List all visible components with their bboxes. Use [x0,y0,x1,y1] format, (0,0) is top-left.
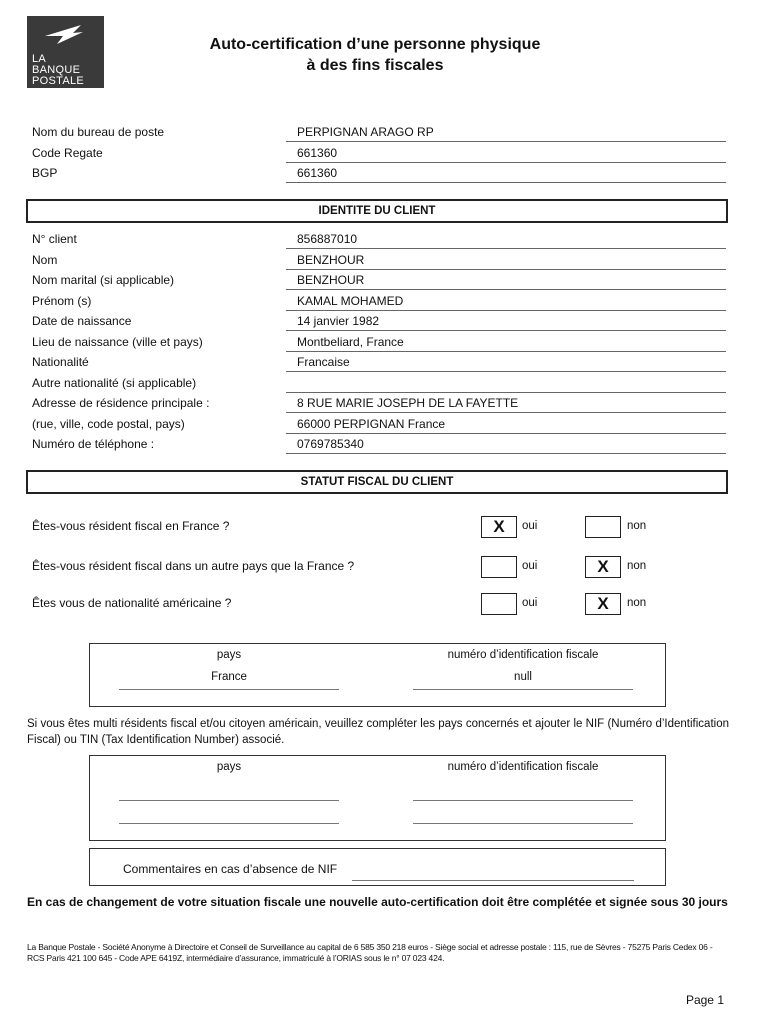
field-line [286,182,726,183]
fiscal-section-heading: STATUT FISCAL DU CLIENT [26,470,728,494]
yes-label: oui [522,560,538,572]
field-line [286,453,726,454]
identity-section-heading: IDENTITE DU CLIENT [26,199,728,223]
page-number: Page 1 [685,993,724,1007]
last-name-value: BENZHOUR [297,253,365,267]
comment-label: Commentaires en cas d’absence de NIF [123,862,338,876]
first-name-label: Prénom (s) [32,294,92,308]
comment-input-line[interactable] [352,880,634,881]
birth-date-value: 14 janvier 1982 [297,314,380,328]
other-nationality-label: Autre nationalité (si applicable) [32,376,197,390]
married-name-label: Nom marital (si applicable) [32,273,175,287]
checkbox-no-q2[interactable]: X [585,556,621,578]
field-line [286,371,726,372]
nif-input-line[interactable] [413,800,633,801]
nationality-value: Francaise [297,355,350,369]
office-label: Nom du bureau de poste [32,125,165,139]
last-name-label: Nom [32,253,58,267]
yes-label: oui [522,597,538,609]
la-banque-postale-logo [27,16,104,88]
field-line [286,141,726,142]
birth-place-value: Montbeliard, France [297,335,404,349]
logo-text: LA BANQUE POSTALE [32,53,85,87]
birth-place-label: Lieu de naissance (ville et pays) [32,335,203,349]
first-name-value: KAMAL MOHAMED [297,294,404,308]
legal-footer: La Banque Postale - Société Anonyme à Directoire et Conseil de Surveillance au capital de 6 585 350 218 euros - Siège social et adresse postale : 115, rue de Sèvres - 75275 Paris Cedex 06 - RCS Paris 421 100 645 - Code APE 6419Z, intermédiaire d’assurance, immatriculé à l’ORIAS sous le n° 07 023 424. [27,942,713,963]
residence-nif-value: null [514,671,532,683]
code-regate-value: 661360 [297,146,338,160]
nif-input-line[interactable] [413,823,633,824]
no-label: non [627,520,647,532]
question-us-nationality: Êtes vous de nationalité américaine ? [32,596,232,610]
yes-label: oui [522,520,538,532]
client-number-value: 856887010 [297,232,358,246]
field-line [286,392,726,393]
checkbox-yes-q3[interactable] [481,593,517,615]
checkbox-no-q1[interactable] [585,516,621,538]
office-value: PERPIGNAN ARAGO RP [297,125,434,139]
address-label: Adresse de résidence principale : [32,396,210,410]
field-line [286,433,726,434]
checkbox-yes-q1[interactable]: X [481,516,517,538]
address-value: 8 RUE MARIE JOSEPH DE LA FAYETTE [297,396,519,410]
address-detail-label: (rue, ville, code postal, pays) [32,417,185,431]
field-line [286,248,726,249]
field-line [286,351,726,352]
field-line [286,269,726,270]
code-regate-label: Code Regate [32,146,103,160]
country-input-line[interactable] [119,823,339,824]
no-label: non [627,560,647,572]
field-line [286,412,726,413]
birth-date-label: Date de naissance [32,314,132,328]
bgp-value: 661360 [297,166,338,180]
multi-country-header: pays [216,761,242,773]
bgp-label: BGP [32,166,58,180]
question-fiscal-resident-france: Êtes-vous résident fiscal en France ? [32,519,230,533]
page-title: Auto-certification d’une personne physique à des fins fiscales [209,36,541,74]
country-input-line[interactable] [119,800,339,801]
phone-value: 0769785340 [297,437,364,451]
country-line [119,689,339,690]
phone-label: Numéro de téléphone : [32,437,155,451]
residence-nif-header: numéro d’identification fiscale [447,649,599,661]
address-detail-value: 66000 PERPIGNAN France [297,417,446,431]
field-line [286,310,726,311]
married-name-value: BENZHOUR [297,273,365,287]
field-line [286,162,726,163]
field-line [286,330,726,331]
nif-line [413,689,633,690]
residence-country-header: pays [216,649,242,661]
nationality-label: Nationalité [32,355,89,369]
client-number-label: N° client [32,232,77,246]
change-notice: En cas de changement de votre situation fiscale une nouvelle auto-certification doit être complétée et signée sous 30 jours [27,895,728,909]
checkbox-no-q3[interactable]: X [585,593,621,615]
bird-logo-icon [43,22,85,48]
no-label: non [627,597,647,609]
question-fiscal-resident-other: Êtes-vous résident fiscal dans un autre pays que la France ? [32,559,355,573]
field-line [286,289,726,290]
residence-country-value: France [211,671,247,683]
multi-nif-header: numéro d’identification fiscale [447,761,599,773]
multi-resident-note: Si vous êtes multi résidents fiscal et/ou citoyen américain, veuillez compléter les pays concernés et ajouter le NIF (Numéro d’Identification Fiscal) ou TIN (Tax Identification Number) associé. [27,718,729,746]
checkbox-yes-q2[interactable] [481,556,517,578]
